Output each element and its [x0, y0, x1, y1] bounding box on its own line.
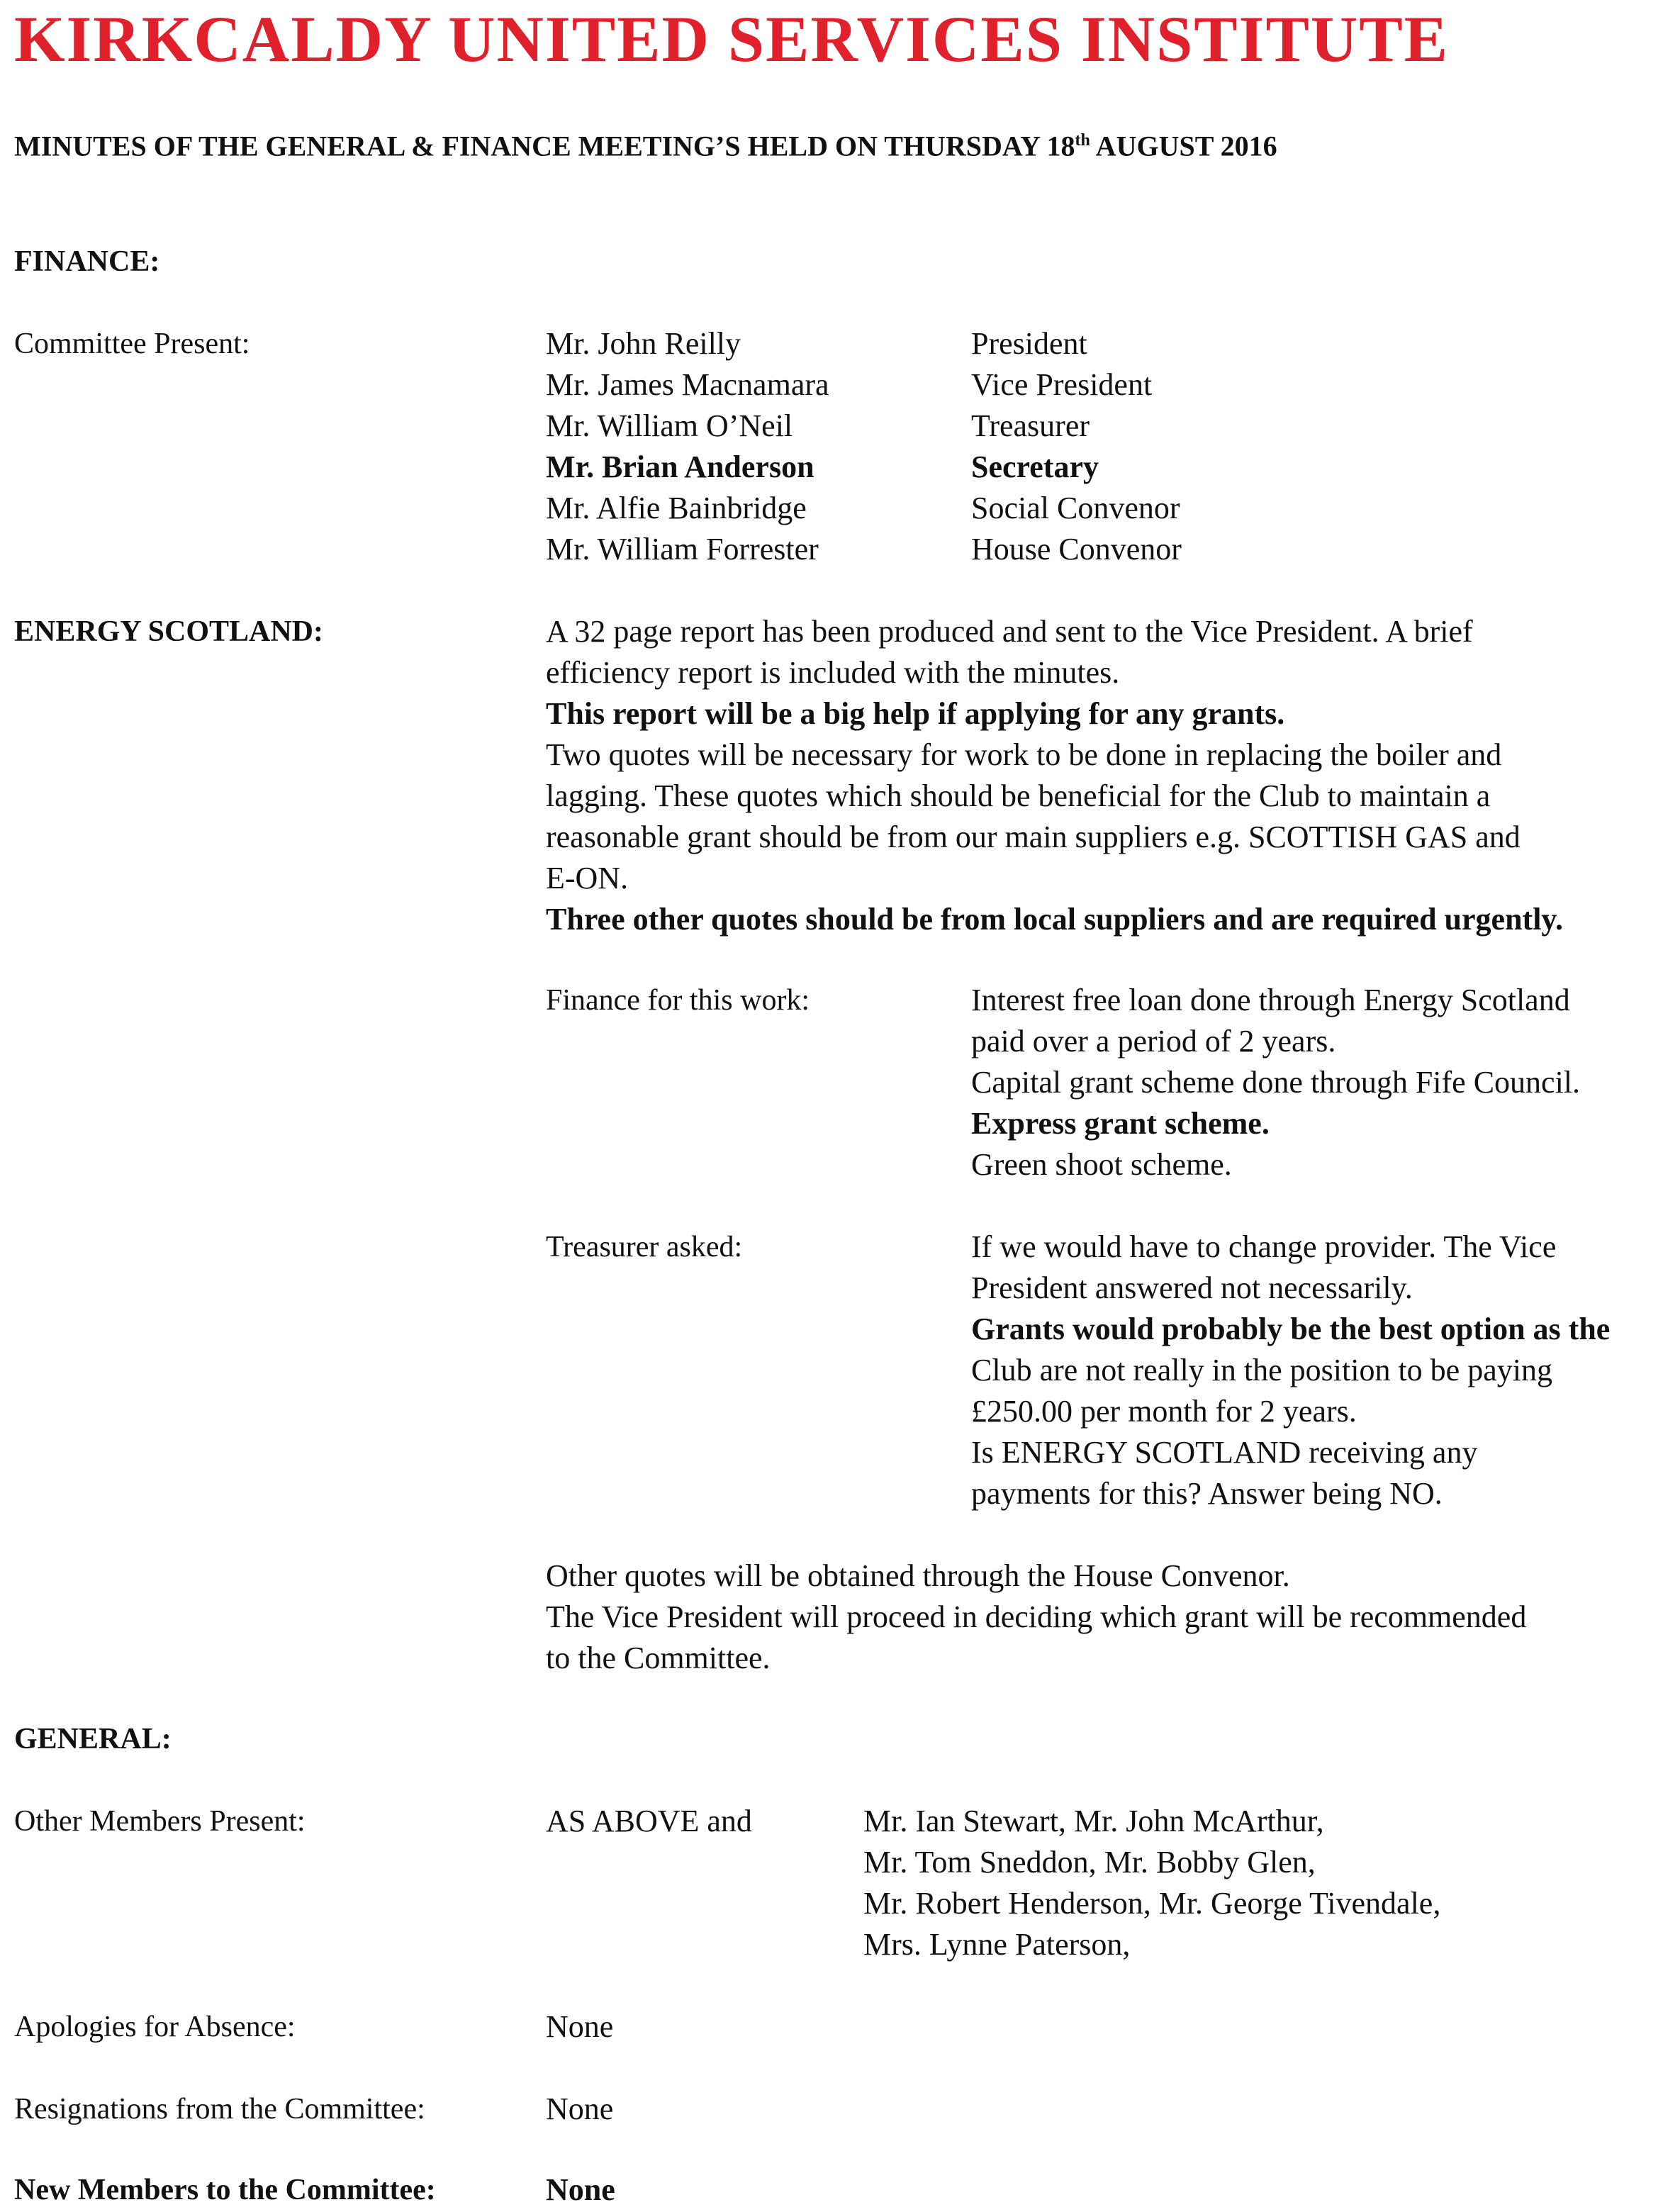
- closing-line: Other quotes will be obtained through the House Convenor.: [546, 1558, 1290, 1593]
- energy-report-paragraph: [546, 611, 1563, 940]
- treasurer-line: President answered not necessarily.: [971, 1270, 1413, 1305]
- general-heading: GENERAL:: [14, 1723, 172, 1755]
- treasurer-line: Is ENERGY SCOTLAND receiving any: [971, 1435, 1478, 1470]
- report-line: Three other quotes should be from local suppliers and are required urgently.: [546, 902, 1564, 937]
- new-members-value: None: [546, 2172, 615, 2207]
- institute-title: KIRKCALDY UNITED SERVICES INSTITUTE: [14, 3, 1449, 75]
- treasurer-line: Grants would probably be the best option as the: [971, 1312, 1611, 1346]
- committee-member-name: Mr. Brian Anderson: [546, 449, 814, 484]
- committee-member-role: Vice President: [971, 367, 1153, 402]
- other-members-list: [863, 1801, 1440, 1965]
- resignations-label: Resignations from the Committee:: [14, 2093, 425, 2126]
- committee-member-name: Mr. John Reilly: [546, 326, 741, 361]
- treasurer-line: payments for this? Answer being NO.: [971, 1476, 1443, 1511]
- finance-heading: FINANCE:: [14, 245, 160, 278]
- treasurer-line: If we would have to change provider. The Vice: [971, 1229, 1557, 1264]
- finance-option-line: Green shoot scheme.: [971, 1147, 1232, 1182]
- committee-member-name: Mr. William Forrester: [546, 532, 819, 566]
- report-line: lagging. These quotes which should be beneficial for the Club to maintain a: [546, 778, 1491, 813]
- committee-member-role: House Convenor: [971, 532, 1182, 566]
- energy-closing-paragraph: [546, 1555, 1526, 1679]
- treasurer-asked-label: Treasurer asked:: [546, 1231, 743, 1263]
- treasurer-discussion: [971, 1227, 1610, 1514]
- new-members-label: New Members to the Committee:: [14, 2174, 436, 2206]
- finance-option-line: Capital grant scheme done through Fife Council.: [971, 1065, 1581, 1100]
- closing-line: The Vice President will proceed in deciding which grant will be recommended: [546, 1599, 1527, 1634]
- treasurer-line: £250.00 per month for 2 years.: [971, 1394, 1357, 1429]
- report-line: E-ON.: [546, 861, 629, 895]
- committee-member-role: Secretary: [971, 449, 1099, 484]
- report-line: Two quotes will be necessary for work to be done in replacing the boiler and: [546, 737, 1502, 772]
- energy-scotland-heading: ENERGY SCOTLAND:: [14, 615, 323, 648]
- finance-option-line: Express grant scheme.: [971, 1106, 1270, 1141]
- apologies-label: Apologies for Absence:: [14, 2011, 296, 2043]
- other-members-line: Mr. Robert Henderson, Mr. George Tivendale,: [863, 1886, 1441, 1921]
- report-line: This report will be a big help if applying for any grants.: [546, 696, 1285, 731]
- finance-for-work-label: Finance for this work:: [546, 984, 810, 1017]
- subtitle-main: MINUTES OF THE GENERAL & FINANCE MEETING’S HELD ON THURSDAY 18: [14, 130, 1075, 162]
- closing-line: to the Committee.: [546, 1641, 771, 1675]
- committee-names-list: [546, 323, 829, 570]
- finance-option-line: paid over a period of 2 years.: [971, 1024, 1336, 1058]
- meeting-subtitle: [14, 119, 1277, 167]
- apologies-value: None: [546, 2009, 614, 2044]
- other-members-line: Mr. Ian Stewart, Mr. John McArthur,: [863, 1804, 1324, 1838]
- other-members-line: Mrs. Lynne Paterson,: [863, 1927, 1131, 1962]
- committee-member-role: Treasurer: [971, 408, 1090, 443]
- subtitle-date-end: AUGUST 2016: [1090, 130, 1277, 162]
- treasurer-line: Club are not really in the position to be paying: [971, 1353, 1552, 1387]
- committee-member-role: Social Convenor: [971, 491, 1180, 525]
- report-line: A 32 page report has been produced and sent to the Vice President. A brief: [546, 614, 1473, 649]
- as-above-text: AS ABOVE and: [546, 1804, 752, 1838]
- finance-option-line: Interest free loan done through Energy Scotland: [971, 983, 1570, 1017]
- other-members-line: Mr. Tom Sneddon, Mr. Bobby Glen,: [863, 1845, 1316, 1879]
- subtitle-ordinal-suffix: th: [1075, 131, 1090, 150]
- report-line: reasonable grant should be from our main suppliers e.g. SCOTTISH GAS and: [546, 820, 1521, 854]
- committee-member-name: Mr. Alfie Bainbridge: [546, 491, 807, 525]
- resignations-value: None: [546, 2091, 614, 2126]
- other-members-label: Other Members Present:: [14, 1805, 306, 1838]
- committee-member-role: President: [971, 326, 1087, 361]
- finance-options-list: [971, 980, 1580, 1185]
- committee-member-name: Mr. James Macnamara: [546, 367, 829, 402]
- committee-present-label: Committee Present:: [14, 328, 250, 360]
- committee-member-name: Mr. William O’Neil: [546, 408, 793, 443]
- committee-roles-list: [971, 323, 1182, 570]
- report-line: efficiency report is included with the minutes.: [546, 655, 1120, 690]
